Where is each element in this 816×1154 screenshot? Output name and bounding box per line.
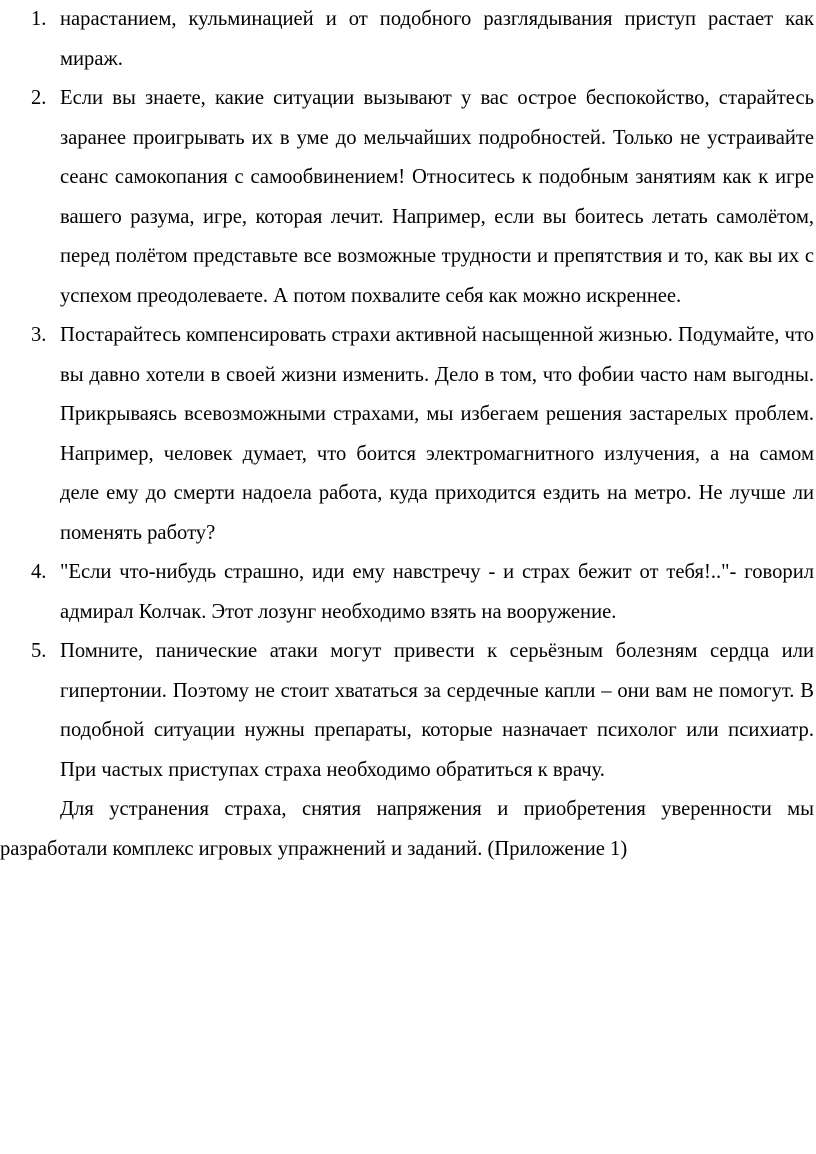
list-item-5 [0,632,814,790]
list-item-text: Если вы знаете, какие ситуации вызывают у вас острое беспокойство, старайтесь заранее проигрывать их в уме до мельчайших подробностей. Только не устраивайте сеанс самокопания с самообвинением! Относитесь к подобным занятиям как к игре вашего разума, игре, которая лечит. Например, если вы боитесь летать самолётом, перед полётом представьте все возможные трудности и препятствия и то, как вы их с успехом преодолеваете. А потом похвалите себя как можно искреннее. [60,87,814,307]
list-item-text: Помните, панические атаки могут привести к серьёзным болезням сердца или гипертонии. Поэтому не стоит хвататься за сердечные капли – они вам не помогут. В подобной ситуации нужны препараты, которые назначает психолог или психиатр. При частых приступах страха необходимо обратиться к врачу. [60,640,814,781]
list-item-text: "Если что-нибудь страшно, иди ему навстречу - и страх бежит от тебя!.."- говорил адмирал Колчак. Этот лозунг необходимо взять на вооружение. [60,561,814,623]
list-number: 4. [31,561,47,583]
list-number: 5. [31,640,47,662]
list-item-3 [0,316,814,553]
list-item-text: нарастанием, кульминацией и от подобного разглядывания приступ растает как мираж. [60,8,814,70]
list-number: 3. [31,324,47,346]
list-number: 2. [31,87,47,109]
list-item-text: Постарайтесь компенсировать страхи активной насыщенной жизнью. Подумайте, что вы давно хотели в своей жизни изменить. Дело в том, что фобии часто нам выгодны. Прикрываясь всевозможными страхами, мы избегаем решения застарелых проблем. Например, человек думает, что боится электромагнитного излучения, а на самом деле ему до смерти надоела работа, куда приходится ездить на метро. Не лучше ли поменять работу? [60,324,814,544]
list-item-4 [0,553,814,632]
closing-paragraph: Для устранения страха, снятия напряжения и приобретения уверенности мы разработали комплекс игровых упражнений и заданий. (Приложение 1) [0,798,814,860]
list-item-1 [0,0,814,79]
list-item-2 [0,79,814,316]
list-number: 1. [31,8,47,30]
